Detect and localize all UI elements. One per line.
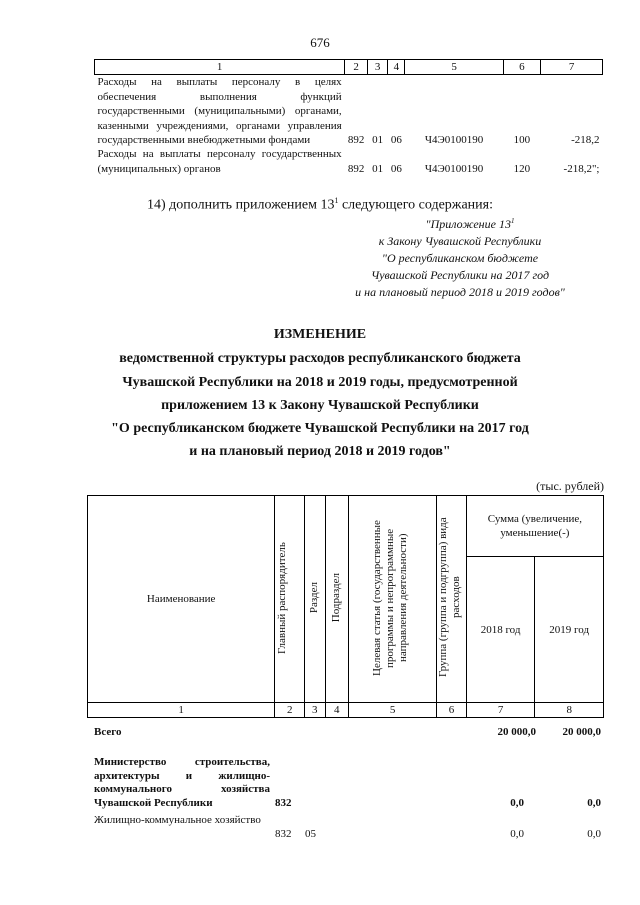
appendix-header	[330, 213, 590, 301]
row-cell: 06	[390, 134, 402, 147]
col-header: 7	[541, 60, 603, 75]
row-2018: 20 000,0	[497, 726, 536, 738]
row-cell: Ч4Э0100190	[424, 134, 484, 147]
col-header: 3	[367, 60, 387, 75]
column-number-row	[88, 703, 604, 718]
appendix-line: "О республиканском бюджете	[381, 251, 539, 265]
row-2018: 0,0	[510, 828, 524, 840]
header-podrazdel-text: Подраздел	[330, 572, 343, 623]
row-cell: 06	[390, 162, 402, 175]
col-num: 8	[535, 703, 604, 718]
row-cell: 01	[372, 162, 384, 175]
header-2018: 2018 год	[466, 557, 535, 703]
row-cell: -218,2	[571, 134, 600, 147]
row-cell: 892	[347, 162, 365, 175]
table-row-ministry	[94, 756, 604, 814]
unit-label: (тыс. рублей)	[536, 479, 604, 493]
col-header: 4	[388, 60, 405, 75]
col-num: 2	[275, 703, 305, 718]
header-group-text: Группа (группа и подгруппа) вида расходов	[437, 517, 463, 678]
document-subtitle-line: приложением 13 к Закону Чувашской Республики	[161, 398, 479, 413]
row-2019: 20 000,0	[562, 726, 601, 738]
row-name: Министерство строительства, архитектуры и жилищно-коммунального хозяйства Чувашской Республики	[94, 756, 270, 809]
row-cell: -218,2";	[563, 162, 600, 175]
appendix-line-text: "Приложение 13	[425, 217, 511, 231]
header-name: Наименование	[88, 496, 275, 703]
table-row-total	[94, 726, 604, 740]
document-subtitle-line: Чувашской Республики на 2018 и 2019 годы, предусмотренной	[122, 375, 518, 390]
row-cell: Ч4Э0100190	[424, 162, 484, 175]
row-2018: 0,0	[510, 797, 524, 809]
row-glav: 832	[275, 797, 292, 809]
item-14-tail: следующего содержания:	[338, 197, 493, 213]
col-num: 7	[466, 703, 535, 718]
appendix-line: к Закону Чувашской Республики	[378, 234, 542, 248]
appendix-line: Чувашской Республики на 2017 год	[370, 268, 550, 282]
header-razdel-text: Раздел	[308, 581, 321, 614]
header-group	[437, 496, 467, 703]
header-target	[349, 496, 437, 703]
col-num: 1	[88, 703, 275, 718]
item-14-main: 14) дополнить приложением 13	[147, 197, 335, 213]
col-header: 2	[345, 60, 368, 75]
row-cell: 01	[372, 134, 384, 147]
col-num: 3	[305, 703, 325, 718]
document-subtitle-line: и на плановый период 2018 и 2019 годов"	[189, 444, 451, 459]
header-sum: Сумма (увеличение, уменьшение(-)	[466, 496, 603, 557]
main-table-header	[87, 495, 604, 718]
row-name: Всего	[94, 726, 122, 738]
table-row-zhkh	[94, 814, 604, 844]
continuation-table	[94, 59, 603, 176]
header-razdel	[305, 496, 325, 703]
header-2019: 2019 год	[535, 557, 604, 703]
row-razdel: 05	[305, 828, 316, 840]
appendix-line: и на плановый период 2018 и 2019 годов"	[355, 285, 565, 299]
header-glav-text: Главный распорядитель	[275, 541, 288, 654]
appendix-sup: 1	[510, 217, 515, 225]
header-target-text: Целевая статья (государственные программы и непрограммные направления деятельности)	[370, 519, 409, 676]
row-cell: 100	[513, 134, 531, 147]
row-name: Расходы на выплаты персоналу государственных (муниципальных) органов	[97, 148, 342, 175]
col-header: 6	[503, 60, 540, 75]
row-name: Расходы на выплаты персоналу в целях обеспечения выполнения функций государственными (муниципальными) органами, казенными учреждениями, органами управления государственными внебюджетными фондами	[97, 76, 342, 147]
document-subtitle-line: ведомственной структуры расходов республиканского бюджета	[119, 351, 521, 366]
row-cell: 892	[347, 134, 365, 147]
table-header-row	[95, 60, 603, 75]
header-row	[88, 496, 604, 557]
page-number: 676	[310, 35, 330, 50]
col-num: 4	[325, 703, 349, 718]
appendix-line	[330, 213, 590, 233]
row-2019: 0,0	[587, 828, 601, 840]
header-glav	[275, 496, 305, 703]
table-row	[95, 75, 603, 148]
row-cell: 120	[513, 162, 531, 175]
item-14-text	[147, 196, 493, 214]
row-2019: 0,0	[587, 797, 601, 809]
document-title: ИЗМЕНЕНИЕ	[273, 327, 367, 342]
col-header: 1	[95, 60, 345, 75]
row-glav: 832	[275, 828, 292, 840]
col-header: 5	[405, 60, 503, 75]
row-name: Жилищно-коммунальное хозяйство	[94, 814, 261, 826]
col-num: 6	[437, 703, 467, 718]
table-row	[95, 147, 603, 176]
item-14-sup: 1	[334, 196, 339, 205]
col-num: 5	[349, 703, 437, 718]
document-subtitle-line: "О республиканском бюджете Чувашской Республики на 2017 год	[111, 421, 529, 436]
header-podrazdel	[325, 496, 349, 703]
